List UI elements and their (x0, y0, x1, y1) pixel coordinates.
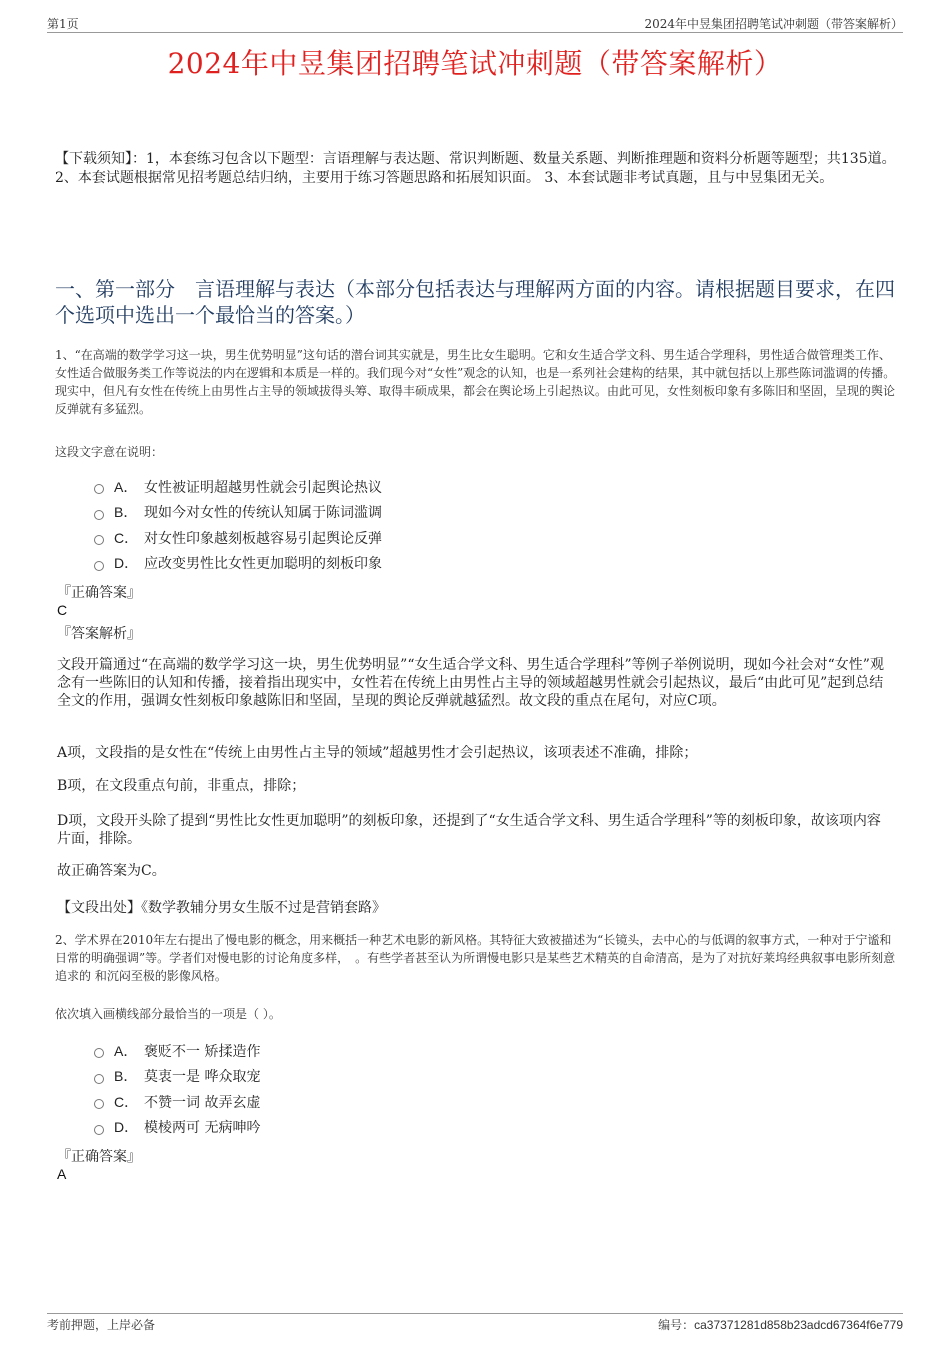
header-doc-title: 2024年中昱集团招聘笔试冲刺题（带答案解析） (644, 17, 903, 31)
analysis-conclusion: 故正确答案为C。 (57, 863, 166, 879)
section-title: 一、第一部分 言语理解与表达（本部分包括表达与理解两方面的内容。请根据题目要求，在四个选项中选出一个最恰当的答案。） (55, 277, 895, 327)
radio-icon[interactable] (94, 484, 104, 494)
answer-value: C (57, 602, 68, 618)
option-c[interactable]: C． 不赞一词 故弄玄虚 (94, 1089, 260, 1115)
option-b[interactable]: B． 现如今对女性的传统认知属于陈词滥调 (94, 500, 382, 526)
radio-icon[interactable] (94, 1099, 104, 1109)
page-footer (47, 1313, 903, 1334)
footer-slogan: 考前押题，上岸必备 (47, 1318, 156, 1332)
question-1-options (94, 474, 382, 576)
option-a[interactable]: A． 女性被证明超越男性就会引起舆论热议 (94, 474, 382, 500)
analysis-paragraph: B项，在文段重点句前，非重点，排除； (57, 778, 306, 794)
answer-label: 『正确答案』 (57, 1149, 141, 1165)
answer-value: A (57, 1166, 67, 1182)
radio-icon[interactable] (94, 535, 104, 545)
option-d[interactable]: D． 应改变男性比女性更加聪明的刻板印象 (94, 551, 382, 577)
option-b[interactable]: B． 莫衷一是 哗众取宠 (94, 1064, 260, 1090)
page-title: 2024年中昱集团招聘笔试冲刺题（带答案解析） (167, 47, 783, 80)
analysis-paragraph: 文段开篇通过“在高端的数学学习这一块，男生优势明显”“女生适合学文科、男生适合学理科”等例子举例说明，现如今社会对“女性”观念有一些陈旧的认知和传播，接着指出现实中，女性若在传统上由男性占主导的领域超越男性就会引起热议，最后“由此可见”起到总结全文的作用，强调女性刻板印象越陈旧和坚固，呈现的舆论反弹就越猛烈。故文段的重点在尾句，对应C项。 (57, 657, 884, 709)
question-1-text: 1、“在高端的数学学习这一块，男生优势明显”这句话的潜台词其实就是，男生比女生聪明。它和女生适合学文科、男生适合学理科，男性适合做管理类工作、女性适合做服务类工作等说法的内在逻辑和本质是一样的。我们现今对“女性”观念的认知，也是一系列社会建构的结果，其中就包括以上那些陈词滥调的传播。现实中，但凡有女性在传统上由男性占主导的领域拔得头筹、取得丰硕成果，都会在舆论场上引起热议。由此可见，女性刻板印象有多陈旧和坚固，呈现的舆论反弹就有多猛烈。 (55, 348, 896, 416)
text-source: 【文段出处】《数学教辅分男女生版不过是营销套路》 (57, 900, 386, 916)
analysis-paragraph: A项，文段指的是女性在“传统上由男性占主导的领域”超越男性才会引起热议，该项表述不准确，排除； (57, 745, 698, 761)
page-number: 第1页 (47, 17, 79, 31)
radio-icon[interactable] (94, 1048, 104, 1058)
page-header (47, 14, 903, 33)
option-c[interactable]: C． 对女性印象越刻板越容易引起舆论反弹 (94, 525, 382, 551)
radio-icon[interactable] (94, 510, 104, 520)
option-d[interactable]: D． 模棱两可 无病呻吟 (94, 1115, 260, 1141)
question-2-prompt: 依次填入画横线部分最恰当的一项是（ ）。 (55, 1007, 281, 1021)
question-1-prompt: 这段文字意在说明： (55, 445, 164, 459)
footer-code: 编号：ca37371281d858b23adcd67364f6e779 (658, 1318, 903, 1332)
radio-icon[interactable] (94, 561, 104, 571)
analysis-paragraph: D项，文段开头除了提到“男性比女性更加聪明”的刻板印象，还提到了“女生适合学文科、男生适合学理科”等的刻板印象，故该项内容片面，排除。 (57, 813, 881, 847)
radio-icon[interactable] (94, 1074, 104, 1084)
answer-label: 『正确答案』 (57, 585, 141, 601)
question-2-options (94, 1038, 260, 1140)
download-notice: 【下载须知】：1，本套练习包含以下题型：言语理解与表达题、常识判断题、数量关系题、判断推理题和资料分析题等题型；共135道。 2、本套试题根据常见招考题总结归纳，主要用于练习答题思路和拓展知识面。 3、本套试题非考试真题，且与中昱集团无关。 (55, 151, 896, 186)
option-a[interactable]: A． 褒贬不一 矫揉造作 (94, 1038, 260, 1064)
analysis-label: 『答案解析』 (57, 626, 141, 642)
radio-icon[interactable] (94, 1125, 104, 1135)
question-2-text: 2、学术界在2010年左右提出了慢电影的概念，用来概括一种艺术电影的新风格。其特征大致被描述为“长镜头，去中心的与低调的叙事方式，一种对于宁谧和日常的明确强调”等。学者们对慢电影的讨论角度多样， 。有些学者甚至认为所谓慢电影只是某些艺术精英的自命清高，是为了对抗好莱坞经典叙事电影所刻意追求的 和沉闷至极的影像风格。 (55, 933, 896, 983)
